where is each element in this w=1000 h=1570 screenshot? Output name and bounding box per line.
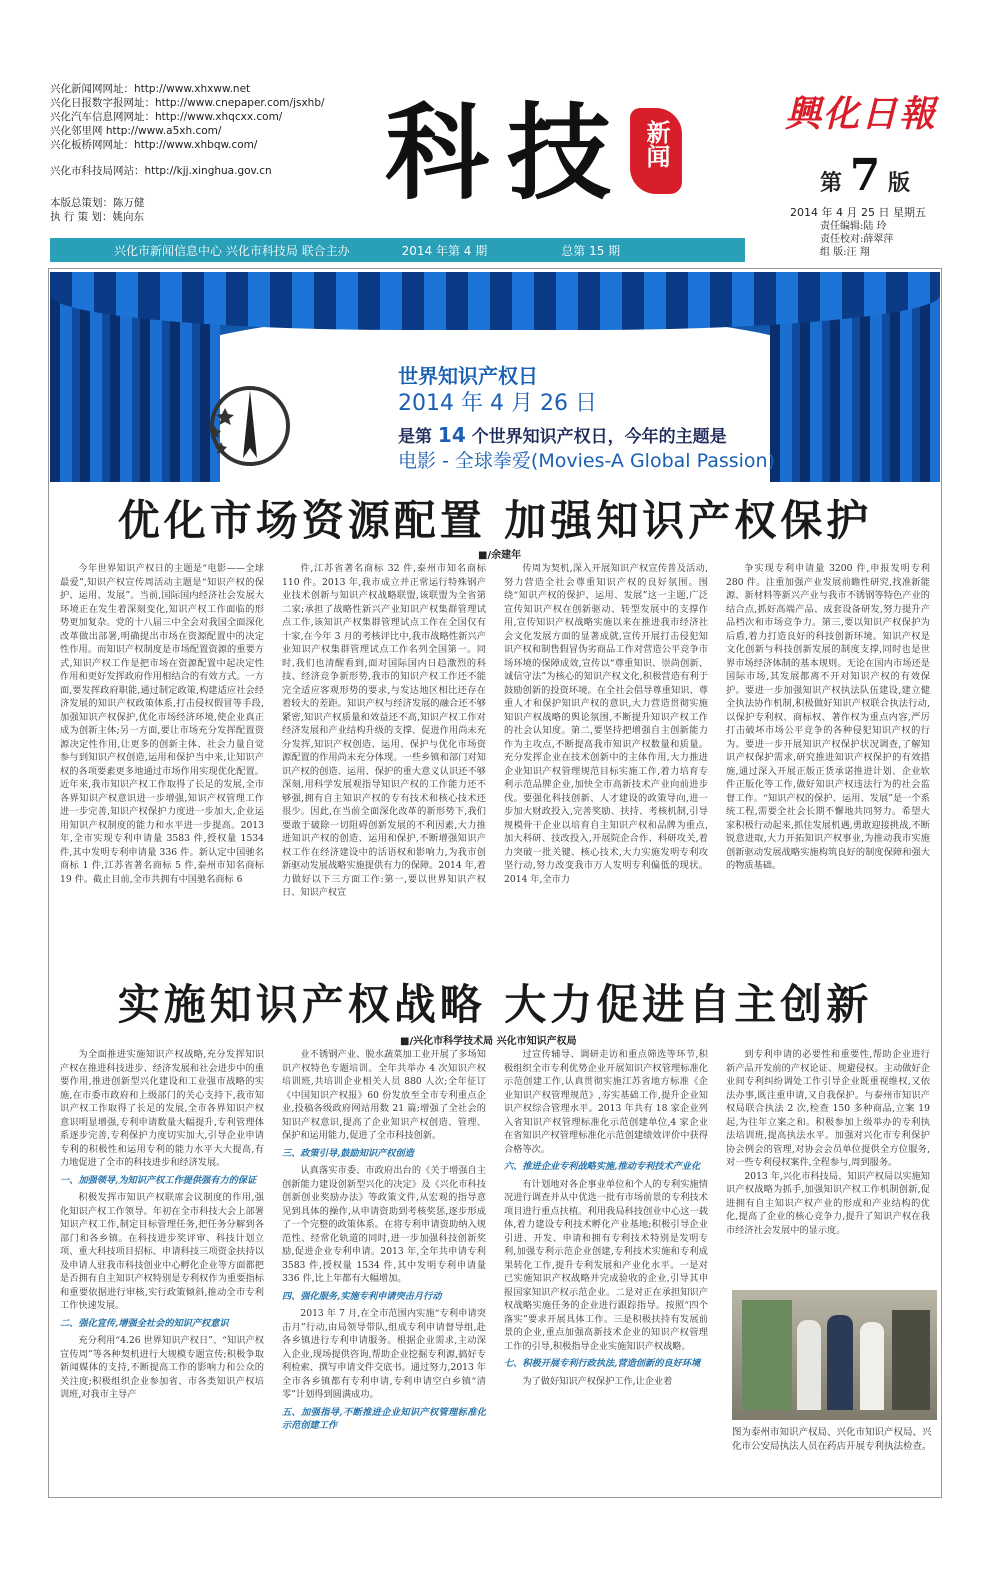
section-subhead: 五、加强指导,不断推进企业知识产权管理标准化示范创建工作 [282, 1406, 486, 1431]
editor-line: 组 版:汪 翔 [820, 247, 870, 258]
news-badge-text: 新闻 [642, 120, 671, 168]
staff-credits [50, 196, 145, 224]
edition-number: 7 [849, 150, 881, 201]
article1-headline: 优化市场资源配置 加强知识产权保护 [117, 496, 873, 545]
article2-byline: ■/兴化市科学技术局 兴化市知识产权局 [400, 1036, 577, 1047]
banner-date: 2014 年 4 月 26 日 [398, 391, 597, 416]
shelf-shape [742, 1300, 792, 1410]
editor-line: 责任校对:薛翠萍 [820, 234, 894, 245]
site-line: 兴化板桥网网址：http://www.xhbqw.com/ [50, 139, 258, 151]
paragraph: 今年世界知识产权日的主题是“电影——全球最爱”,知识产权宣传周活动主题是“知识产权的保护、运用、发展”。当前,国际国内经济社会发展大环境正在发生着深刻变化,知识产权工作面临的形势更加复杂。党的十八届三中全会对我国全面深化改革做出部署,明确提出市场在资源配置中的决定性作用。而知识产权制度是市场配置资源的重要方式,知识产权工作是把市场在资源配置中起决定性作用和更好发挥政府作用相结合的有效方式。一方面,要发挥政府职能,通过制定政策,构建适应社会经济发展的知识产权政策体系,打击侵权假冒等手段,加强知识产权保护,优化市场经济环境,使企业真正成为创新主体;另一方面,要让市场充分发挥配置资源决定性作用,让更多的创新主体、社会力量自觉参与到知识产权创造,运用和保护当中来,让知识产权的各项要素更多地通过市场作用实现优化配置。近年来,我市知识产权工作取得了长足的发展,全市各界知识产权意识进一步增强,知识产权管理工作进一步完善,知识产权保护力度进一步加大,企业运用知识产权制度的能力和水平进一步提高。2013 年,全市实现专利申请量 3583 件,授权量 1534 件,其中发明专利申请量 336 件。新认定中国驰名商标 1 件,江苏省著名商标 5 件,泰州市知名商标 19 件。截止目前,全市共拥有中国驰名商标 6 [60, 563, 264, 885]
paragraph: 业不锈钢产业、脱水蔬菜加工业开展了多场知识产权特色专题培训。全年共举办 4 次知识产权培训班,共培训企业相关人员 880 人次;全年征订《中国知识产权报》60 份发放至全市专利重点企业,投稿各级政府网站用数 21 篇;增强了全社会的知识产权意识,提高了企业知识产权创造、管理、保护和运用能力,促进了全市科技创新。 [282, 1049, 486, 1141]
site-line: 兴化邻里网 http://www.a5xh.com/ [50, 125, 222, 137]
issue-text: 2014 年第 4 期 [401, 243, 488, 258]
section-subhead: 七、积极开展专利行政执法,营造创新的良好环境 [504, 1358, 701, 1369]
editor-line: 责任编辑:陆 玲 [820, 221, 887, 232]
paragraph: 充分利用“4.26 世界知识产权日”、“知识产权宣传周”等各种契机进行大规模专题宣传;积极争取新闻媒体的支持,不断提高工作的影响力和公众的关注度;积极组织企业参加省、市各类知识产权培训班,对我市主导产 [60, 1335, 264, 1400]
paragraph: 争实现专利申请量 3200 件,申报发明专利 280 件。注重加强产业发展前瞻性研究,找准新能源、新材料等新兴产业与我市不锈钢等特色产业的结合点,抓好高端产品、成套设备研发,努力提升产品档次和市场竞争力。第三,要以知识产权保护为后盾,着力打造良好的科技创新环境。知识产权是文化创新与科技创新发展的制度支撑,同时也是世界市场经济体制的基本规则。无论在国内市场还是国际市场,其发展都离不开对知识产权的有效保护。要进一步加强知识产权执法队伍建设,建立健全执法协作机制,积极做好知识产权联合执法行动,以保护专利权、商标权、著作权为重点内容,严厉打击破坏市场公平竞争的各种侵犯知识产权的行为。要进一步开展知识产权保护状况调查,了解知识产权保护需求,研究推进知识产权保护的有效措施,通过深入开展正版正货承诺推进计划、企业软件正版化等工作,做好知识产权违法行为的社会监督工作。“知识产权的保护、运用、发展”是一个系统工程,需要全社会长期不懈地共同努力。希望大家积极行动起来,抓住发展机遇,勇敢迎接挑战,不断锐意进取,大力开拓知识产权事业,为推动我市实施创新驱动发展战略实施构筑良好的制度保障和强大的物质基础。 [726, 563, 930, 871]
edition-prefix: 第 [820, 170, 843, 196]
paragraph: 2013 年,兴化市科技局、知识产权局以实施知识产权战略为抓手,加强知识产权工作机制创新,促进拥有自主知识产权产业的形成和产业结构的优化,提高了企业的核心竞争力,提升了知识产权在我市经济社会发展中的显示度。 [726, 1170, 930, 1236]
banner-text: 个世界知识产权日，今年的主题是 [471, 427, 727, 447]
newspaper-logo: 興化日報 [785, 93, 938, 135]
site-line: 兴化新闻网网址：http://www.xhxww.net [50, 83, 251, 95]
paragraph: 有计划地对各企事业单位和个人的专利实施情况进行调查并从中优选一批有市场前景的专利技术项目进行重点扶植。利用我局科技创业中心这一载体,着力建设专利技术孵化产业基地;积极引导企业引进、开发、申请和拥有专利技术特别是发明专利,加强专利示范企业创建,专利技术实施和专利成果转化工作,提升专利发展和产业化水平。一是对已实施知识产权战略并完成验收的企业,引导其申报国家知识产权示范企业。二是对正在承担知识产权战略实施任务的企业进行跟踪指导。按照“四个落实”要求开展具体工作。三是积极扶持有发展前景的企业,重点加强高新技术企业的知识产权管理工作的引导,积极指导企业实施知识产权战略。 [504, 1178, 708, 1352]
paragraph: 为了做好知识产权保护工作,让企业着 [522, 1375, 673, 1387]
article1-column [60, 562, 264, 960]
issue-info-bar [50, 238, 745, 262]
section-subhead: 四、强化服务,实施专利申请突击月行动 [282, 1290, 442, 1302]
section-subhead: 二、强化宣传,增强全社会的知识产权意识 [60, 1317, 229, 1329]
banner-text: 是第 [398, 427, 432, 447]
chief-planner: 本版总策划：陈万健 [50, 197, 145, 209]
editor-credits [820, 220, 893, 259]
shelf-shape [892, 1310, 930, 1410]
article1-column [282, 562, 486, 960]
tech-bureau-site: 兴化市科技局网站：http://kjj.xinghua.gov.cn [50, 165, 272, 177]
article2-column [504, 1048, 708, 1488]
article2-headline: 实施知识产权战略 大力促进自主创新 [117, 980, 873, 1029]
paragraph: 传周为契机,深入开展知识产权宣传普及活动,努力营造全社会尊重知识产权的良好氛围。围绕“知识产权的保护、运用、发展”这一主题,广泛宣传知识产权在创新驱动、转型发展中的支撑作用,宣传知识产权战略实施以来在推进我市经济社会文化发展方面的显著成就,宣传开展打击侵犯知识产权和制售假冒伪劣商品工作对营造公平竞争市场环境的保障成效,宣传以“尊重知识、崇尚创新、诚信守法”为核心的知识产权文化,积极营造有利于鼓励创新的投资环境。在全社会倡导尊重知识、尊重人才和保护知识产权的意识,大力营造贯彻实施知识产权战略的舆论氛围,不断提升知识产权工作的社会认知度。第二,要坚持把增强自主创新能力作为主攻点,不断提高我市知识产权数量和质量。充分发挥企业在技术创新中的主体作用,大力推进企业知识产权管理规范目标实施工作,着力培育专利示范品牌企业,加快全市高新技术产业向前进步伐。要强化科技创新、人才建设的政策导向,进一步加大财政投入,完善奖励、扶持、考核机制,引导规模骨干企业以培育自主知识产权和品牌为重点,加大科研、技改投入,开展院企合作、科研攻关,着力突破一批关键、核心技术,大力实施发明专利攻坚行动,努力改变我市万人发明专利偏低的现状。2014 年,全市力 [504, 563, 708, 885]
photo-caption: 图为泰州市知识产权局、兴化市知识产权局、兴化市公安局执法人员在药店开展专利执法检查。 [732, 1427, 932, 1452]
banner-theme-intro [398, 422, 727, 447]
person-shape [797, 1320, 821, 1410]
section-subhead: 三、政策引导,鼓励知识产权创造 [282, 1147, 414, 1159]
person-shape [860, 1322, 884, 1410]
section-subhead: 一、加强领导,为知识产权工作提供强有力的保证 [60, 1174, 257, 1186]
article2-column [282, 1048, 486, 1488]
banner-title: 世界知识产权日 [398, 364, 538, 388]
paragraph: 积极发挥市知识产权联席会议制度的作用,强化知识产权工作领导。年初在全市科技大会上部署知识产权工作,制定目标管理任务,把任务分解到各部门和各乡镇。在科技进步奖评审、科技计划立项、重大科技项目招标、申请科技三项资金扶持以及申请人驻我市科技创业中心孵化企业等方面都把是否拥有自主知识产权特别是专利权作为重要指标和重要依据进行审核,实行政策倾斜,推动全市专利工作快速发展。 [60, 1192, 264, 1311]
article2-body [60, 1048, 930, 1488]
news-badge [630, 108, 682, 194]
ip-logo-icon [195, 378, 305, 468]
section-subhead: 六、推进企业专利战略实施,推动专利技术产业化 [504, 1161, 701, 1172]
paragraph: 认真落实市委、市政府出台的《关于增强自主创新能力建设创新型兴化的决定》及《兴化市科技创新创业奖励办法》等政策文件,从宏观的指导意见到具体的操作,从申请资助到考核奖惩,逐步形成了一个完整的政策体系。在将专利申请资助纳入规范性、经常化轨道的同时,进一步加强科技创新奖励,促进企业专利申请。2013 年,全年共申请专利 3583 件,授权量 1534 件,其中发明专利申请量 336 件,比上年都有大幅增加。 [282, 1165, 486, 1284]
paragraph: 为全面推进实施知识产权战略,充分发挥知识产权在推进科技进步、经济发展和社会进步中的重要作用,推进创新型兴化建设和工业强市战略的实施,在市委市政府和上级部门的关心支持下,我市知识产权工作取得了长足的发展,全市各界知识产权意识明显增强,专利申请数量大幅提升,专利管理体系逐步完善,专利保护力度切实加大,引导企业申请专利的积极性和运用专利的能力水平大大提高,有力地促进了全市的科技进步和经济发展。 [60, 1049, 264, 1168]
person-shape [827, 1315, 853, 1410]
masthead-title: 科技 [385, 91, 630, 214]
curtain-valance [50, 272, 940, 330]
paragraph: 2013 年 7 月,在全市范围内实施“专利申请突击月”行动,由局领导带队,组成专利申请督导组,赴各乡镇进行专利申请服务。根据企业需求,主动深入企业,现场提供咨询,帮助企业挖掘专利源,搞好专利检索、撰写申请文件交底书。通过努力,2013 年全市各乡镇都有专利申请,专利申请空白乡镇“清零”计划得到圆满成功。 [282, 1308, 486, 1400]
website-list [50, 82, 370, 178]
enforcement-photo [732, 1290, 937, 1420]
paragraph: 到专利申请的必要性和重要性,帮助企业进行新产品开发前的产权论证、规避侵权。主动做好企业间专利纠纷调处工作引导企业既重视维权,又依法办事,既注重申请,又自我保护。与泰州市知识产权局联合执法 2 次,检查 150 多种商品,立案 19 起,为往年立案之和。积极参加上级举办的专利执法培训班,提高执法水平。加强对兴化市专利保护协会例会的管理,对协会会员单位提供全方位服务,对一些专利侵权案件,全程参与,周到服务。 [726, 1049, 930, 1168]
article2-column [60, 1048, 264, 1488]
publication-date: 2014 年 4 月 25 日 星期五 [790, 206, 926, 219]
site-line: 兴化日报数字报网址：http://www.cnepaper.com/jsxhb/ [50, 97, 325, 109]
paragraph: 过宣传辅导、调研走访和重点筛选等环节,积极组织全市专利优势企业开展知识产权管理标准化示范创建工作,认真贯彻实施江苏省地方标准《企业知识产权管理规范》,夯实基础工作,提升企业知识产权综合管理水平。2013 年共有 18 家企业列入省知识产权管理标准化示范创建单位,4 家企业在省知识产权管理标准化示范创建绩效评价中获得合格等次。 [504, 1049, 708, 1155]
article2-column [726, 1048, 930, 1276]
paragraph: 件,江苏省著名商标 32 件,泰州市知名商标 110 件。2013 年,我市成立并正常运行特殊钢产业技术创新与知识产权战略联盟,该联盟为全省第二家;承担了战略性新兴产业知识产权集群管理试点工作,该知识产权集群管理试点工作在全国仅有十家,在今年 3 月的考核评比中,我市战略性新兴产业知识产权集群管理试点工作名列全国第一。同时,我们也清醒看到,面对国际国内日趋激烈的科技、经济竞争新形势,我市的知识产权工作还不能完全适应客观形势的要求,与发达地区相比还存在着较大的差距。知识产权与经济发展的融合还不够紧密,知识产权质量和效益还不高,知识产权工作对经济发展和产业结构升级的支撑、促进作用尚未充分发挥,知识产权创造、运用、保护与优化市场资源配置的作用尚未充分体现。一些乡镇和部门对知识产权的创造、运用、保护的重大意义认识还不够深刻,用科学发展观指导知识产权的工作能力还不够强,拥有自主知识产权的专有技术和核心技术还很少。因此,在当前全面深化改革的新形势下,我们要敢于破除一切阻碍创新发展的不利因素,大力推进知识产权的创造、运用和保护,不断增强知识产权工作在经济建设中的活语权和影响力,为我市创新驱动发展战略实施提供有力的保障。2014 年,着力做好以下三方面工作:第一,要以世界知识产权日、知识产权宣 [282, 563, 486, 898]
article1-body [60, 562, 930, 960]
banner-theme: 电影 - 全球拳爱(Movies-A Global Passion) [398, 450, 776, 472]
article1-column [504, 562, 708, 960]
article1-byline: ■/余建年 [478, 550, 522, 561]
executive-planner: 执 行 策 划：姚向东 [50, 211, 145, 223]
edition-label [820, 150, 910, 201]
edition-suffix: 版 [887, 170, 910, 196]
banner-ordinal: 14 [437, 423, 466, 447]
article1-column [726, 562, 930, 960]
site-line: 兴化汽车信息网网址：http://www.xhqcxx.com/ [50, 111, 283, 123]
hosts-text: 兴化市新闻信息中心 兴化市科技局 联合主办 [114, 243, 350, 258]
total-issue-text: 总第 15 期 [561, 243, 621, 258]
